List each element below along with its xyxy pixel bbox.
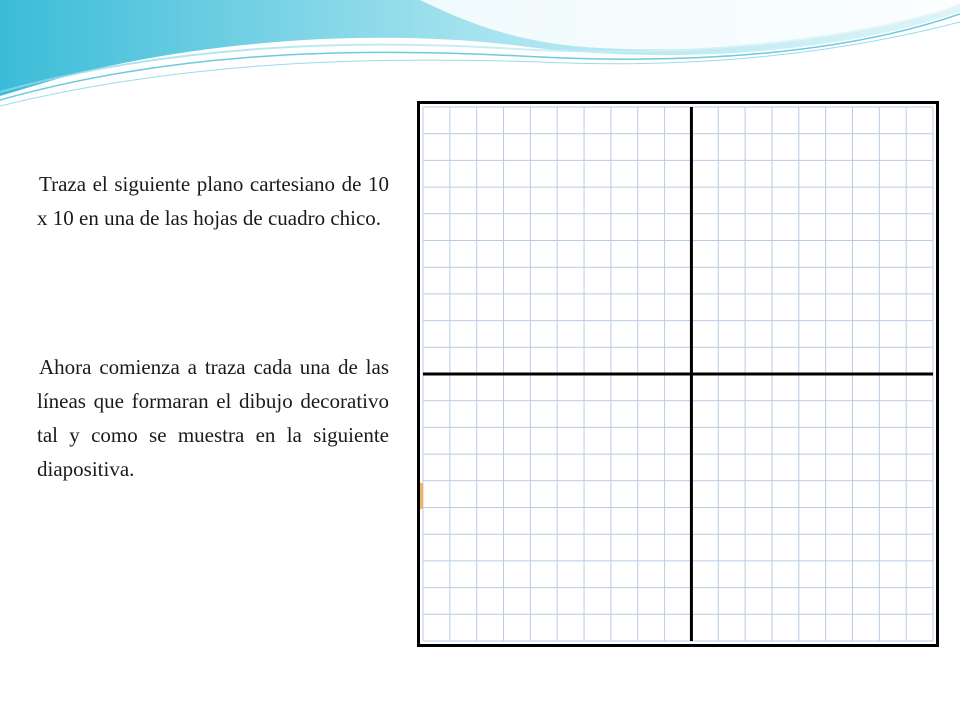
instruction-paragraph-1: Traza el siguiente plano cartesiano de 10 x 10 en una de las hojas de cuadro chico. bbox=[37, 172, 389, 230]
top-wave-decoration bbox=[0, 0, 960, 110]
cartesian-plane bbox=[417, 101, 939, 647]
cartesian-grid bbox=[417, 101, 939, 647]
instruction-paragraph-2: Ahora comienza a traza cada una de las líneas que formaran el dibujo decorativo tal y como se muestra en la siguiente diapositiva. bbox=[37, 355, 389, 481]
